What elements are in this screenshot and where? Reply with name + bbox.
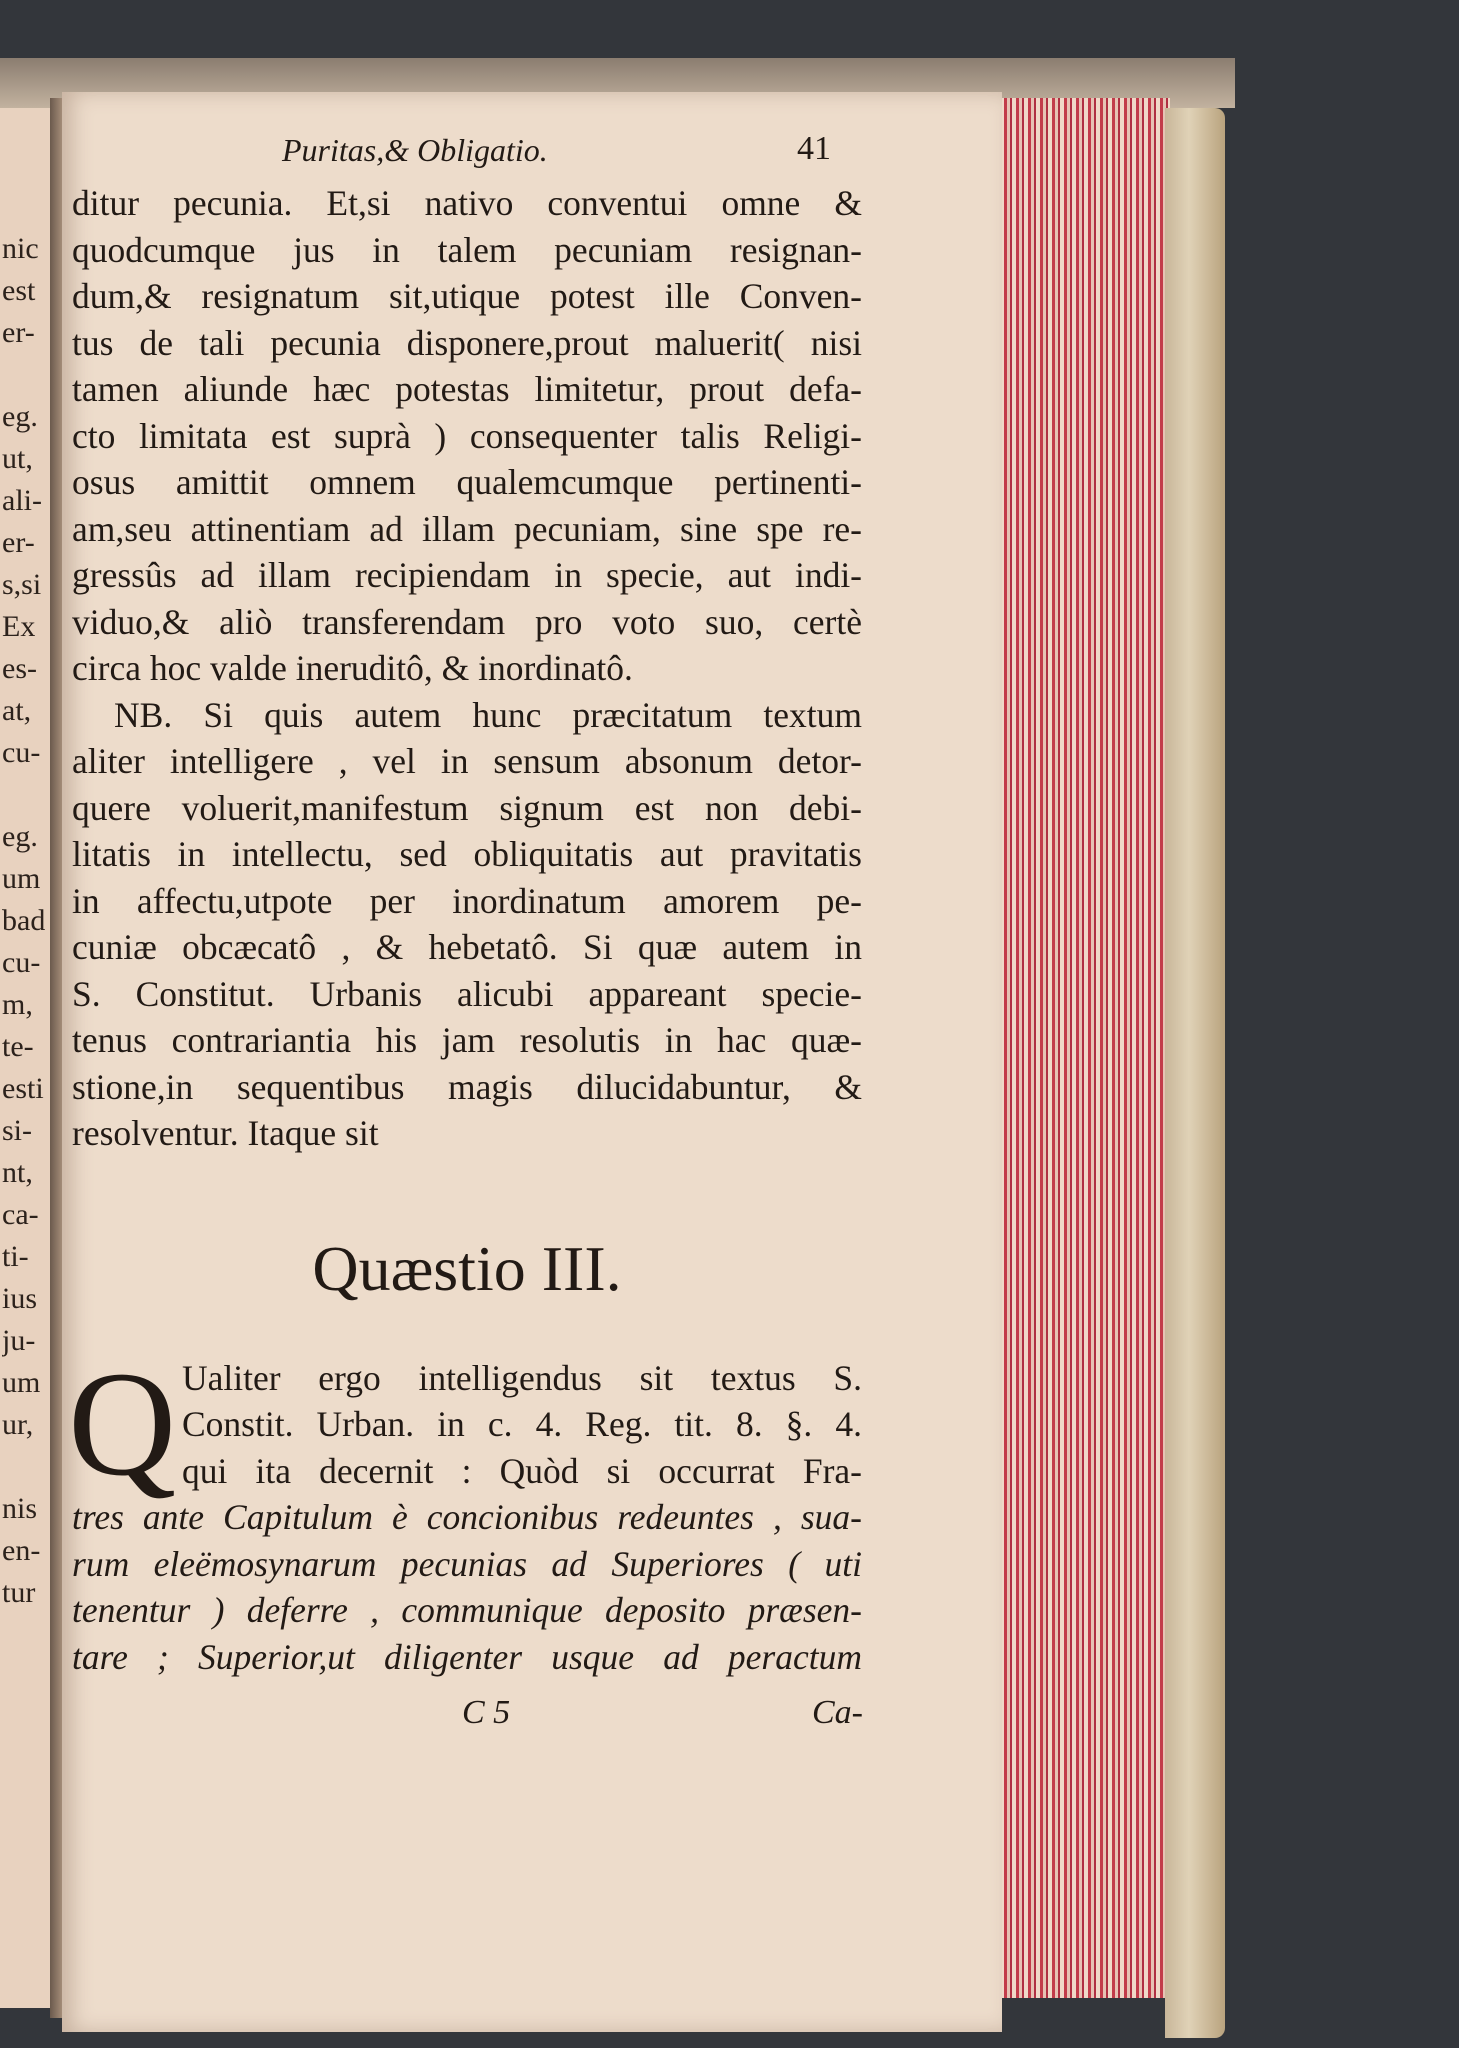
margin-fragment: en- (2, 1534, 41, 1567)
text-line: Ualiter ergo intelligendus sit textus S. (182, 1357, 862, 1398)
signature-mark: C 5 (462, 1694, 511, 1731)
running-title: Puritas,& Obligatio. (282, 132, 548, 168)
margin-fragment (2, 1446, 57, 1488)
page-footer (72, 1688, 862, 1744)
margin-fragment: tur (2, 1576, 36, 1609)
paragraph-1 (72, 180, 862, 692)
text-line: gressûs ad illam recipiendam in specie, aut indi- (72, 555, 862, 595)
catchword: Ca- (812, 1694, 863, 1731)
paragraph-2 (72, 692, 862, 1157)
text-line: am,seu attinentiam ad illam pecuniam, sine spe re- (72, 508, 862, 549)
margin-fragment: Ex (2, 610, 36, 643)
book-spine-edge (1165, 108, 1225, 2038)
margin-fragment: s,si (2, 568, 42, 601)
left-page-margin-text (2, 228, 57, 1614)
text-line: quodcumque jus in talem pecuniam resignan- (72, 229, 862, 270)
drop-cap: Q (68, 1340, 177, 1507)
margin-fragment: cu- (2, 946, 41, 979)
text-line: tenus contrariantia his jam resolutis in hac quæ- (72, 1020, 862, 1060)
question-heading: Quæstio III. (312, 1232, 622, 1304)
margin-fragment: eg. (2, 400, 38, 433)
margin-fragment: um (2, 862, 41, 895)
text-line: in affectu,utpote per inordinatum amorem pe- (72, 880, 862, 921)
page-number: 41 (797, 130, 831, 167)
margin-fragment: at, (2, 694, 32, 727)
page-text (68, 128, 863, 1744)
text-line: tres ante Capitulum è concionibus redeuntes , sua- (72, 1497, 862, 1537)
margin-fragment: um (2, 1366, 41, 1399)
margin-fragment: nis (2, 1492, 38, 1525)
text-line: NB. Si quis autem hunc præcitatum textum (114, 694, 862, 735)
margin-fragment: nic (2, 232, 39, 265)
margin-fragment: m, (2, 988, 33, 1021)
margin-fragment: esti (2, 1072, 44, 1105)
text-line: dum,& resignatum sit,utique potest ille Conven- (72, 276, 862, 316)
margin-fragment (2, 774, 57, 816)
margin-fragment: bad (2, 904, 46, 937)
margin-fragment: cu- (2, 736, 41, 769)
text-line: cuniæ obcæcatô , & hebetatô. Si quæ autem in (72, 927, 862, 967)
margin-fragment: eg. (2, 820, 38, 853)
text-line: circa hoc valde ineruditô, & inordinatô. (72, 648, 633, 688)
text-line: ditur pecunia. Et,si nativo conventui omne & (72, 183, 862, 223)
text-line: cto limitata est suprà ) consequenter talis Religi- (72, 415, 862, 456)
margin-fragment: es- (2, 652, 37, 685)
margin-fragment: er- (2, 316, 35, 349)
text-line: resolventur. Itaque sit (72, 1113, 379, 1153)
margin-fragment: er- (2, 526, 35, 559)
margin-fragment: ca- (2, 1198, 39, 1231)
margin-fragment: est (2, 274, 36, 307)
text-line: S. Constitut. Urbanis alicubi appareant specie- (72, 973, 862, 1014)
margin-fragment: ali- (2, 484, 42, 517)
text-line: tenentur ) deferre , communique deposito præsen- (72, 1590, 862, 1630)
text-line: rum eleëmosynarum pecunias ad Superiores ( uti (72, 1543, 862, 1584)
text-line: Constit. Urban. in c. 4. Reg. tit. 8. §. 4. (182, 1404, 862, 1444)
text-line: tus de tali pecunia disponere,prout maluerit( nisi (72, 322, 862, 363)
margin-fragment: ut, (2, 442, 33, 475)
text-line: viduo,& aliò transferendam pro voto suo, certè (72, 601, 862, 642)
paragraph-3 (68, 1340, 862, 1681)
text-line: litatis in intellectu, sed obliquitatis aut pravitatis (72, 834, 862, 874)
text-line: quere voluerit,manifestum signum est non debi- (72, 787, 862, 828)
margin-fragment: ti- (2, 1240, 29, 1273)
margin-fragment: te- (2, 1030, 34, 1063)
text-line: osus amittit omnem qualemcumque pertinenti- (72, 462, 862, 502)
page-edges-red (992, 98, 1170, 1998)
margin-fragment: si- (2, 1114, 32, 1147)
text-line: tare ; Superior,ut diligenter usque ad peractum (72, 1636, 862, 1677)
text-line: tamen aliunde hæc potestas limitetur, prout defa- (72, 369, 862, 409)
text-line: stione,in sequentibus magis dilucidabuntur, & (72, 1066, 862, 1107)
text-line: aliter intelligere , vel in sensum absonum detor- (72, 741, 862, 781)
margin-fragment: ius (2, 1282, 38, 1315)
margin-fragment: ju- (2, 1324, 36, 1357)
text-line: qui ita decernit : Quòd si occurrat Fra- (182, 1450, 862, 1491)
margin-fragment: nt, (2, 1156, 33, 1189)
margin-fragment: ur, (2, 1408, 34, 1441)
running-header (72, 128, 862, 180)
margin-fragment (2, 354, 57, 396)
